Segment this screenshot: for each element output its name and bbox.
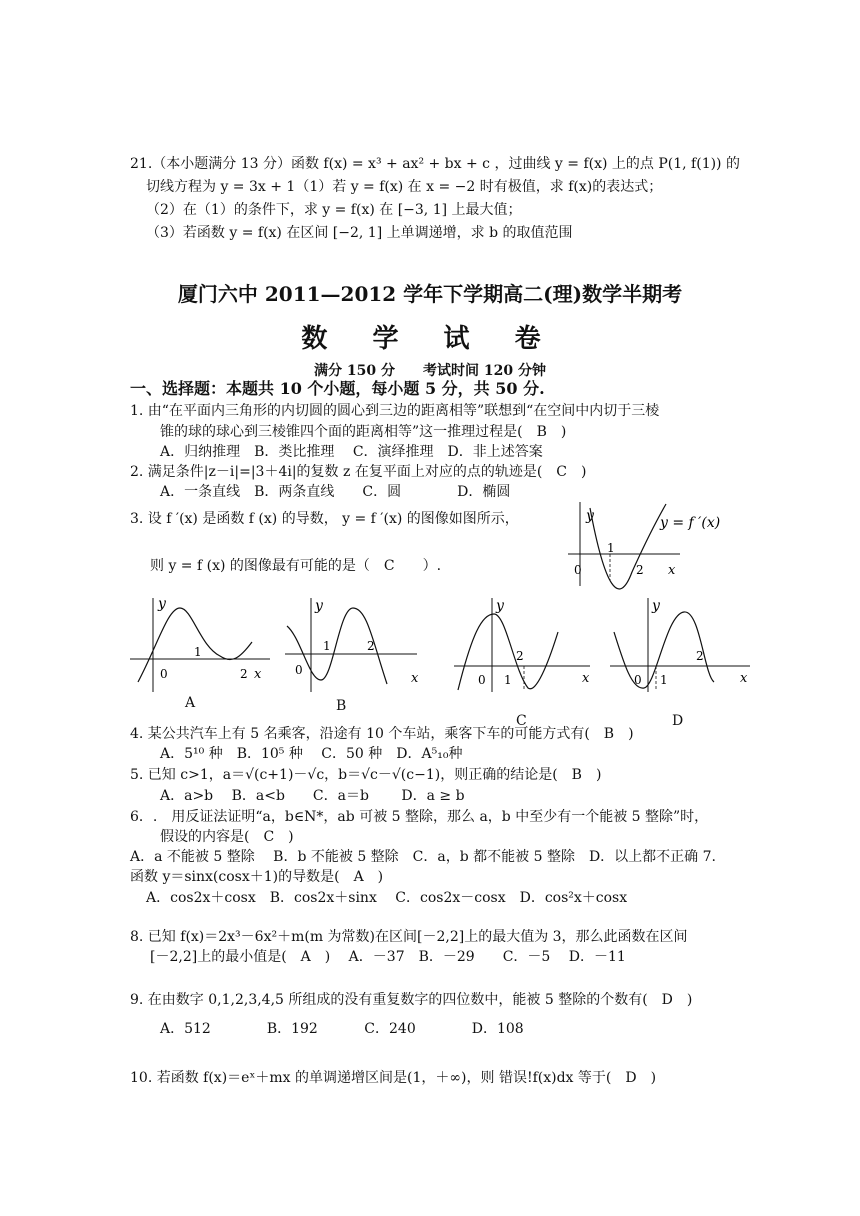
q1-line2: 锥的球的球心到三棱锥四个面的距离相等”这一推理过程是( B ) (160, 424, 567, 440)
section-heading: 一、选择题：本题共 10 个小题，每小题 5 分，共 50 分. (130, 379, 545, 398)
q2-line1: 2. 满足条件|z－i|=|3＋4i|的复数 z 在复平面上对应的点的轨迹是( C ) (130, 464, 587, 480)
q6-line3: A．a 不能被 5 整除 B．b 不能被 5 整除 C．a，b 都不能被 5 整除 D．以上都不正确 7. (130, 849, 716, 865)
axis-label-x: x (254, 667, 262, 682)
tick-label-1: 1 (660, 673, 668, 687)
tick-label-2: 2 (367, 639, 375, 653)
tick-label-2: 2 (636, 563, 644, 577)
q10-line1: 10. 若函数 f(x)＝eˣ＋mx 的单调递增区间是(1，＋∞)，则 错误!f(x)dx 等于( D ) (130, 1070, 657, 1086)
q6-line1: 6．. 用反证法证明“a，b∈N*，ab 可被 5 整除，那么 a，b 中至少有一个能被 5 整除”时， (130, 809, 709, 825)
q1-line3: A．归纳推理 B．类比推理 C．演绎推理 D．非上述答案 (160, 444, 543, 460)
exam-subtitle: 数 学 试 卷 (301, 324, 559, 354)
origin-label: 0 (478, 673, 486, 687)
tick-label-2: 2 (516, 649, 524, 663)
graph-function-label: y = f ′(x) (660, 515, 721, 531)
tick-label-1: 1 (607, 541, 615, 555)
tick-label-1: 1 (504, 673, 512, 687)
option-a-label: A (185, 695, 196, 711)
axis-label-y: y (315, 598, 323, 614)
origin-label: 0 (634, 673, 642, 687)
q2-line2: A．一条直线 B．两条直线 C．圆 D．椭圆 (160, 484, 511, 500)
q9-line2: A．512 B．192 C．240 D．108 (160, 1021, 524, 1037)
q9-line1: 9. 在由数字 0,1,2,3,4,5 所组成的没有重复数字的四位数中，能被 5 整除的个数有( D ) (130, 992, 693, 1008)
option-d-graph (608, 594, 758, 694)
q3-line2: 则 y = f (x) 的图像最有可能的是（ C ）. (150, 558, 442, 574)
tick-label-1: 1 (194, 645, 202, 659)
q8-line1: 8. 已知 f(x)＝2x³－6x²＋m(m 为常数)在区间[－2,2]上的最大值为 3，那么此函数在区间 (130, 929, 688, 945)
axis-label-x: x (740, 671, 748, 686)
tick-label-1: 1 (323, 639, 331, 653)
option-b-graph (283, 594, 428, 694)
q21-line3: （2）在（1）的条件下，求 y = f(x) 在 [−3, 1] 上最大值； (146, 202, 522, 218)
axis-label-x: x (411, 671, 419, 686)
exam-title: 厦门六中 2011—2012 学年下学期高二(理)数学半期考 (177, 282, 683, 306)
q7-line1: 函数 y＝sinx(cosx＋1)的导数是( A ) (130, 869, 384, 885)
q21-line2: 切线方程为 y = 3x + 1（1）若 y = f(x) 在 x = −2 时有极值，求 f(x)的表达式； (146, 179, 663, 195)
option-b-label: B (336, 698, 347, 714)
tick-label-2: 2 (696, 649, 704, 663)
axis-label-y: y (586, 508, 594, 524)
option-c-label: C (516, 713, 527, 729)
derivative-curve (590, 504, 666, 589)
axis-label-x: x (668, 563, 676, 578)
q3-line1: 3. 设 f ′(x) 是函数 f (x) 的导数， y = f ′(x) 的图像如图所示， (130, 511, 519, 527)
q6-line2: 假设的内容是( C ) (160, 829, 294, 845)
q4-line2: A．5¹⁰ 种 B．10⁵ 种 C．50 种 D．A⁵₁₀种 (160, 746, 463, 762)
option-d-label: D (672, 713, 684, 729)
q1-line1: 1. 由“在平面内三角形的内切圆的圆心到三边的距离相等”联想到“在空间中内切于三棱 (130, 403, 660, 419)
axis-label-y: y (652, 598, 660, 614)
q21-line1: 21.（本小题满分 13 分）函数 f(x) = x³ + ax² + bx + c ，过曲线 y = f(x) 上的点 P(1, f(1)) 的 (130, 156, 740, 172)
q7-line2: A．cos2x＋cosx B．cos2x＋sinx C．cos2x－cosx D．cos²x＋cosx (146, 890, 628, 906)
axis-label-y: y (496, 598, 504, 614)
option-a-graph (128, 594, 273, 694)
option-c-graph (452, 594, 602, 694)
origin-label: 0 (574, 563, 582, 577)
q8-line2: [－2,2]上的最小值是( A ) A．－37 B．－29 C．－5 D．－11 (150, 949, 626, 965)
q21-line4: （3）若函数 y = f(x) 在区间 [−2, 1] 上单调递增，求 b 的取值范围 (146, 225, 573, 241)
axis-label-x: x (582, 671, 590, 686)
origin-label: 0 (295, 663, 303, 677)
exam-info: 满分 150 分 考试时间 120 分钟 (314, 363, 546, 379)
axis-label-y: y (158, 596, 166, 612)
origin-label: 0 (160, 667, 168, 681)
q4-line1: 4. 某公共汽车上有 5 名乘客，沿途有 10 个车站，乘客下车的可能方式有( B ) (130, 726, 634, 742)
q5-line2: A．a>b B．a<b C．a＝b D．a ≥ b (160, 788, 465, 804)
q5-line1: 5. 已知 c>1，a＝√(c+1)－√c，b＝√c－√(c−1)，则正确的结论是( B ) (130, 767, 602, 783)
tick-label-2: 2 (240, 667, 248, 681)
derivative-graph (562, 498, 737, 590)
